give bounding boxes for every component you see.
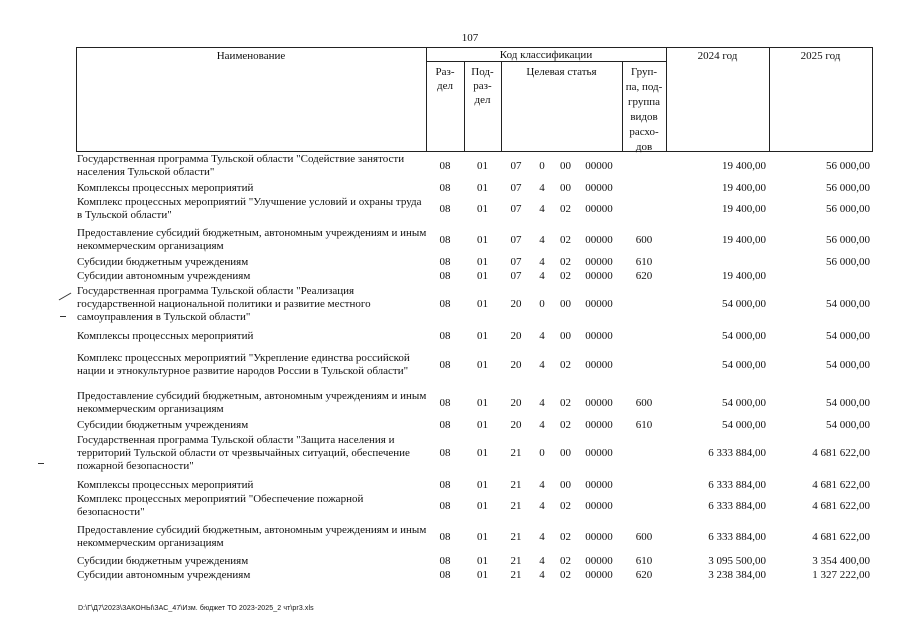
row-razdel-cell: 08	[439, 159, 451, 172]
pen-mark	[60, 316, 66, 317]
row-y2024-cell: 19 400,00	[722, 270, 766, 282]
row-razdel-cell: 08	[439, 479, 451, 491]
row-cs4-cell: 00000	[585, 419, 613, 431]
row-y2024-cell: 3 095 500,00	[708, 555, 766, 567]
row-name: Комплекс процессных мероприятий "Улучшение условий и охраны труда в Тульской области"	[77, 196, 422, 221]
header-group: Груп- па, под- группа видов расхо- дов	[625, 66, 663, 153]
row-podrazdel-cell: 01	[477, 330, 488, 342]
row-podrazdel-cell: 01	[477, 358, 488, 371]
row-y2024-cell: 54 000,00	[722, 330, 766, 342]
row-cs2-cell: 4	[539, 396, 545, 409]
row-podrazdel-cell: 01	[477, 555, 488, 567]
row-podrazdel-cell: 01	[477, 569, 488, 581]
row-razdel-cell: 08	[439, 298, 451, 310]
row-name: Субсидии бюджетным учреждениям	[77, 256, 249, 268]
row-cs3-cell: 02	[560, 419, 571, 431]
row-cs1-cell: 21	[510, 555, 522, 567]
header-section: Раз- дел	[435, 66, 455, 92]
row-cs4-cell: 00000	[585, 270, 613, 282]
row-cs4-cell: 00000	[585, 298, 613, 310]
row-cs4-cell: 00000	[585, 159, 613, 172]
row-y2024-cell: 6 333 884,00	[708, 479, 766, 491]
row-y2024-cell: 19 400,00	[722, 202, 766, 215]
header-subsection: Под- раз- дел	[471, 66, 494, 106]
row-razdel-cell: 08	[439, 530, 451, 543]
row-razdel-cell: 08	[439, 358, 451, 371]
row-y2024-cell: 3 238 384,00	[708, 569, 766, 581]
row-cs3-cell: 02	[560, 555, 571, 567]
row-y2025-cell: 56 000,00	[826, 182, 870, 194]
budget-table	[73, 47, 873, 582]
row-y2025-cell: 4 681 622,00	[812, 447, 870, 459]
row-cs1-cell: 21	[510, 499, 522, 512]
row-cs4-cell: 00000	[585, 330, 613, 342]
header-year-2024: 2024 год	[697, 50, 738, 62]
row-cs2-cell: 4	[539, 499, 545, 512]
row-y2025-cell: 4 681 622,00	[812, 499, 870, 512]
row-cs1-cell: 07	[510, 202, 522, 215]
row-podrazdel-cell: 01	[477, 233, 488, 246]
row-cs1-cell: 21	[510, 530, 522, 543]
row-group-cell: 610	[635, 555, 653, 567]
header-name: Наименование	[216, 50, 286, 62]
row-cs2-cell: 4	[539, 555, 545, 567]
row-cs1-cell: 07	[510, 182, 522, 194]
row-y2025-cell: 3 354 400,00	[812, 555, 870, 567]
row-cs1-cell: 21	[510, 479, 522, 491]
row-group-cell: 610	[635, 419, 653, 431]
row-y2024-cell: 54 000,00	[722, 358, 766, 371]
row-name: Государственная программа Тульской области "Содействие занятости населения Тульской области"	[77, 153, 405, 178]
row-podrazdel-cell: 01	[477, 447, 488, 459]
row-cs2-cell: 4	[539, 270, 545, 282]
row-cs3-cell: 00	[560, 447, 571, 459]
row-razdel-cell: 08	[439, 569, 451, 581]
row-cs2-cell: 4	[539, 330, 545, 342]
row-cs2-cell: 4	[539, 256, 545, 268]
row-cs3-cell: 02	[560, 569, 571, 581]
row-cs4-cell: 00000	[585, 256, 613, 268]
row-cs3-cell: 00	[560, 182, 571, 194]
file-path-footer: D:\Г\Д7\2023\ЗАКОНЫ\ЗАС_47\Изм. бюджет ТО 2023-2025_2 чт\pr3.xls	[78, 605, 314, 612]
row-podrazdel-cell: 01	[477, 182, 488, 194]
row-y2025-cell: 54 000,00	[826, 330, 870, 342]
row-cs3-cell: 00	[560, 159, 571, 172]
row-cs4-cell: 00000	[585, 499, 613, 512]
row-cs3-cell: 00	[560, 479, 571, 491]
row-y2025-cell: 54 000,00	[826, 358, 870, 371]
header-divider	[872, 47, 873, 151]
row-cs4-cell: 00000	[585, 233, 613, 246]
row-cs1-cell: 20	[510, 396, 522, 409]
row-y2024-cell: 6 333 884,00	[708, 530, 766, 543]
row-cs1-cell: 20	[510, 358, 522, 371]
row-razdel-cell: 08	[439, 419, 451, 431]
row-cs1-cell: 20	[510, 298, 522, 310]
row-cs1-cell: 07	[510, 256, 522, 268]
row-y2024-cell: 6 333 884,00	[708, 447, 766, 459]
row-podrazdel-cell: 01	[477, 159, 488, 172]
row-cs3-cell: 02	[560, 530, 571, 543]
row-cs3-cell: 02	[560, 499, 571, 512]
row-y2025-cell: 54 000,00	[826, 396, 870, 409]
row-cs4-cell: 00000	[585, 555, 613, 567]
row-cs4-cell: 00000	[585, 358, 613, 371]
row-podrazdel-cell: 01	[477, 419, 488, 431]
row-group-cell: 600	[635, 396, 653, 409]
pen-mark	[38, 463, 44, 464]
row-razdel-cell: 08	[439, 396, 451, 409]
row-y2024-cell: 19 400,00	[722, 159, 766, 172]
row-name: Государственная программа Тульской области "Реализация государственной национальной политики и развитие местного самоуправления в Тульской области"	[77, 285, 371, 323]
row-cs3-cell: 02	[560, 270, 571, 282]
row-cs1-cell: 07	[510, 233, 522, 246]
header-classification: Код классификации	[499, 49, 593, 61]
row-cs3-cell: 02	[560, 358, 571, 371]
row-name: Субсидии бюджетным учреждениям	[77, 419, 249, 431]
row-y2025-cell: 56 000,00	[826, 202, 870, 215]
row-group-cell: 610	[635, 256, 653, 268]
row-group-cell: 620	[635, 270, 653, 282]
row-cs1-cell: 20	[510, 419, 522, 431]
row-podrazdel-cell: 01	[477, 530, 488, 543]
row-cs2-cell: 4	[539, 233, 545, 246]
row-name: Комплексы процессных мероприятий	[77, 479, 254, 491]
row-cs1-cell: 20	[510, 330, 522, 342]
row-name: Предоставление субсидий бюджетным, автономным учреждениям и иным некоммерческим организациям	[77, 524, 427, 549]
row-y2025-cell: 54 000,00	[826, 298, 870, 310]
row-y2025-cell: 56 000,00	[826, 256, 870, 268]
row-podrazdel-cell: 01	[477, 202, 488, 215]
header-divider	[426, 47, 427, 151]
row-podrazdel-cell: 01	[477, 499, 488, 512]
row-razdel-cell: 08	[439, 330, 451, 342]
row-cs2-cell: 0	[539, 447, 545, 459]
row-podrazdel-cell: 01	[477, 479, 488, 491]
row-razdel-cell: 08	[439, 499, 451, 512]
row-name: Комплекс процессных мероприятий "Укрепление единства российской нации и этнокультурное развитие народов России в Тульской области"	[77, 352, 410, 377]
row-cs1-cell: 07	[510, 159, 522, 172]
row-cs2-cell: 0	[539, 298, 545, 310]
row-razdel-cell: 08	[439, 233, 451, 246]
row-y2025-cell: 4 681 622,00	[812, 530, 870, 543]
row-group-cell: 600	[635, 233, 653, 246]
header-target-article: Целевая статья	[526, 66, 597, 78]
row-cs3-cell: 02	[560, 233, 571, 246]
row-cs2-cell: 4	[539, 569, 545, 581]
row-cs4-cell: 00000	[585, 479, 613, 491]
row-podrazdel-cell: 01	[477, 298, 488, 310]
row-cs4-cell: 00000	[585, 202, 613, 215]
row-cs1-cell: 21	[510, 569, 522, 581]
row-razdel-cell: 08	[439, 182, 451, 194]
header-bottom-border	[76, 151, 873, 152]
row-cs4-cell: 00000	[585, 396, 613, 409]
row-cs2-cell: 4	[539, 479, 545, 491]
row-y2024-cell: 54 000,00	[722, 396, 766, 409]
row-name: Комплексы процессных мероприятий	[77, 330, 254, 342]
row-cs4-cell: 00000	[585, 569, 613, 581]
row-cs4-cell: 00000	[585, 182, 613, 194]
row-y2024-cell: 19 400,00	[722, 182, 766, 194]
row-cs1-cell: 21	[510, 447, 522, 459]
row-y2025-cell: 54 000,00	[826, 419, 870, 431]
row-group-cell: 600	[635, 530, 653, 543]
row-razdel-cell: 08	[439, 270, 451, 282]
row-name: Предоставление субсидий бюджетным, автономным учреждениям и иным некоммерческим организациям	[77, 227, 427, 252]
row-podrazdel-cell: 01	[477, 270, 488, 282]
row-y2025-cell: 56 000,00	[826, 233, 870, 246]
row-razdel-cell: 08	[439, 256, 451, 268]
row-y2024-cell: 54 000,00	[722, 419, 766, 431]
row-y2025-cell: 56 000,00	[826, 159, 870, 172]
row-cs2-cell: 4	[539, 182, 545, 194]
row-y2025-cell: 1 327 222,00	[812, 569, 870, 581]
row-razdel-cell: 08	[439, 447, 451, 459]
row-y2024-cell: 54 000,00	[722, 298, 766, 310]
row-cs3-cell: 02	[560, 396, 571, 409]
row-cs2-cell: 4	[539, 358, 545, 371]
row-name: Субсидии автономным учреждениям	[77, 270, 251, 282]
row-razdel-cell: 08	[439, 555, 451, 567]
row-group-cell: 620	[635, 569, 653, 581]
row-podrazdel-cell: 01	[477, 396, 488, 409]
row-cs4-cell: 00000	[585, 530, 613, 543]
row-cs2-cell: 4	[539, 202, 545, 215]
row-y2024-cell: 19 400,00	[722, 233, 766, 246]
row-cs4-cell: 00000	[585, 447, 613, 459]
row-cs3-cell: 00	[560, 330, 571, 342]
row-cs2-cell: 0	[539, 159, 545, 172]
row-cs3-cell: 00	[560, 298, 571, 310]
row-cs2-cell: 4	[539, 419, 545, 431]
row-name: Комплекс процессных мероприятий "Обеспечение пожарной безопасности"	[77, 493, 364, 518]
row-cs3-cell: 02	[560, 256, 571, 268]
row-name: Субсидии автономным учреждениям	[77, 569, 251, 581]
row-podrazdel-cell: 01	[477, 256, 488, 268]
row-name: Субсидии бюджетным учреждениям	[77, 555, 249, 567]
row-name: Комплексы процессных мероприятий	[77, 182, 254, 194]
header-year-2025: 2025 год	[800, 50, 841, 62]
row-cs2-cell: 4	[539, 530, 545, 543]
row-cs1-cell: 07	[510, 270, 522, 282]
row-y2024-cell: 6 333 884,00	[708, 499, 766, 512]
row-cs3-cell: 02	[560, 202, 571, 215]
row-name: Государственная программа Тульской области "Защита населения и территорий Тульской области от чрезвычайных ситуаций, обеспечение пожарной безопасности"	[77, 434, 410, 472]
row-name: Предоставление субсидий бюджетным, автономным учреждениям и иным некоммерческим организациям	[77, 390, 427, 415]
row-razdel-cell: 08	[439, 202, 451, 215]
row-y2025-cell: 4 681 622,00	[812, 479, 870, 491]
page-number: 107	[461, 32, 479, 44]
pen-mark	[59, 293, 72, 301]
